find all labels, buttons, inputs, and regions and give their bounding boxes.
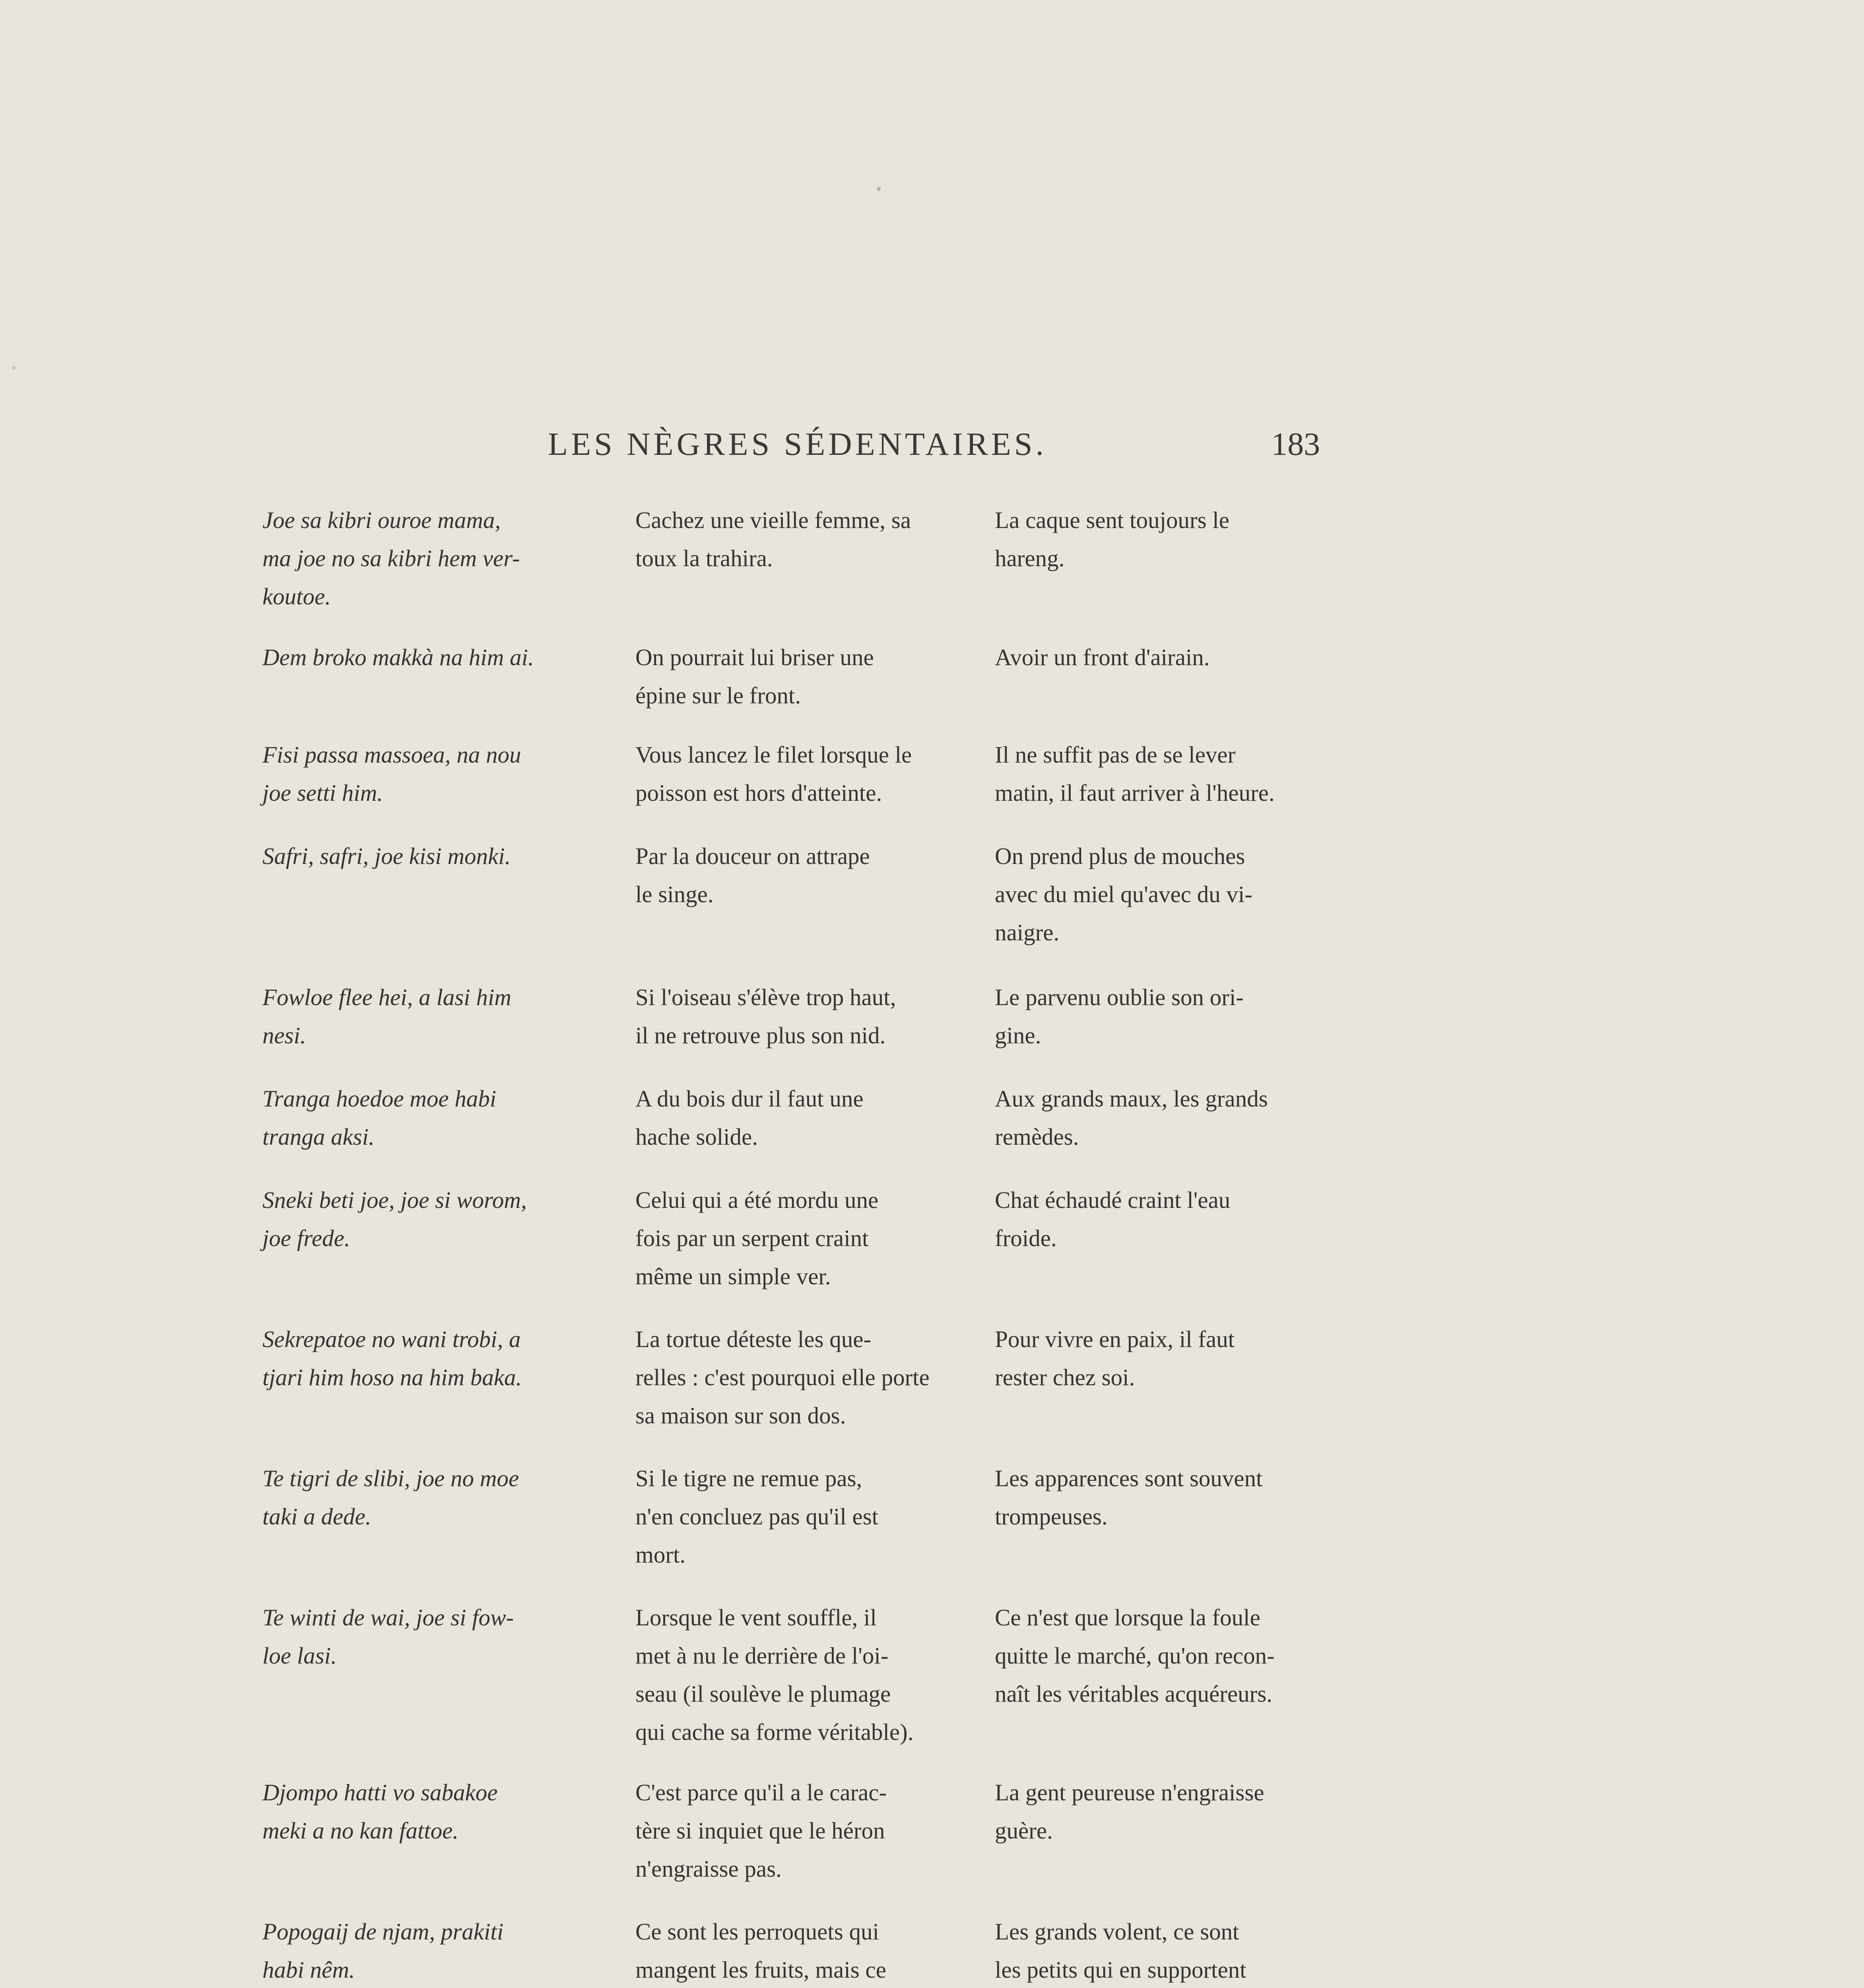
page-header (262, 425, 1320, 473)
proverb-original: Joe sa kibri ouroe mama, ma joe no sa kibri hem ver- koutoe. (262, 507, 520, 610)
proverb-original: Dem broko makkà na him ai. (262, 644, 534, 670)
proverb-original: Tranga hoedoe moe habi tranga aksi. (262, 1085, 497, 1150)
proverb-equivalent: Il ne suffit pas de se lever matin, il faut arriver à l'heure. (995, 742, 1275, 806)
proverb-translation: On pourrait lui briser une épine sur le front. (635, 644, 874, 709)
proverb-equivalent: On prend plus de mouches avec du miel qu'avec du vi- naigre. (995, 843, 1252, 945)
proverb-equivalent: Le parvenu oublie son ori- gine. (995, 984, 1244, 1048)
proverb-equivalent: Avoir un front d'airain. (995, 644, 1210, 670)
proverb-equivalent: Pour vivre en paix, il faut rester chez soi. (995, 1326, 1235, 1390)
proverb-translation: A du bois dur il faut une hache solide. (635, 1085, 864, 1150)
proverb-original: Te tigri de slibi, joe no moe taki a dede. (262, 1465, 519, 1530)
proverb-translation: Ce sont les perroquets qui mangent les fruits, mais ce (635, 1918, 886, 1983)
proverb-equivalent: Les apparences sont souvent trompeuses. (995, 1465, 1263, 1530)
proverb-equivalent: Les grands volent, ce sont les petits qui en supportent (995, 1918, 1247, 1983)
proverb-equivalent: Ce n'est que lorsque la foule quitte le marché, qu'on recon- naît les véritables acquéreurs. (995, 1604, 1275, 1707)
proverb-translation: Cachez une vieille femme, sa toux la trahira. (635, 507, 911, 571)
proverb-equivalent: La gent peureuse n'engraisse guère. (995, 1779, 1264, 1844)
proverb-translation: Si l'oiseau s'élève trop haut, il ne retrouve plus son nid. (635, 984, 896, 1048)
proverb-original: Sneki beti joe, joe si worom, joe frede. (262, 1187, 527, 1251)
proverb-translation: Par la douceur on attrape le singe. (635, 843, 870, 907)
proverb-translation: Celui qui a été mordu une fois par un serpent craint même un simple ver. (635, 1187, 879, 1289)
proverb-translation: C'est parce qu'il a le carac- tère si inquiet que le héron n'engraisse pas. (635, 1779, 887, 1882)
proverb-translation: La tortue déteste les que- relles : c'est pourquoi elle porte sa maison sur son dos. (635, 1326, 930, 1429)
proverb-translation: Vous lancez le filet lorsque le poisson est hors d'atteinte. (635, 742, 912, 806)
proverb-original: Fisi passa massoea, na nou joe setti him. (262, 742, 521, 806)
running-head: LES NÈGRES SÉDENTAIRES. (548, 426, 1047, 462)
proverb-original: Fowloe flee hei, a lasi him nesi. (262, 984, 511, 1048)
proverb-original: Sekrepatoe no wani trobi, a tjari him hoso na him baka. (262, 1326, 522, 1390)
paper-speck (12, 366, 16, 370)
proverb-original: Djompo hatti vo sabakoe meki a no kan fattoe. (262, 1779, 498, 1844)
proverb-translation: Lorsque le vent souffle, il met à nu le derrière de l'oi- seau (il soulève le plumage qui cache sa forme véritable). (635, 1604, 914, 1745)
proverb-translation: Si le tigre ne remue pas, n'en concluez pas qu'il est mort. (635, 1465, 879, 1568)
proverb-original: Safri, safri, joe kisi monki. (262, 843, 511, 869)
proverb-original: Popogaij de njam, prakiti habi nêm. (262, 1918, 504, 1983)
proverb-equivalent: Chat échaudé craint l'eau froide. (995, 1187, 1231, 1251)
proverb-equivalent: La caque sent toujours le hareng. (995, 507, 1229, 571)
proverb-original: Te winti de wai, joe si fow- loe lasi. (262, 1604, 514, 1669)
proverb-equivalent: Aux grands maux, les grands remèdes. (995, 1085, 1268, 1150)
page-number: 183 (1271, 426, 1320, 462)
paper-speck (877, 187, 881, 191)
